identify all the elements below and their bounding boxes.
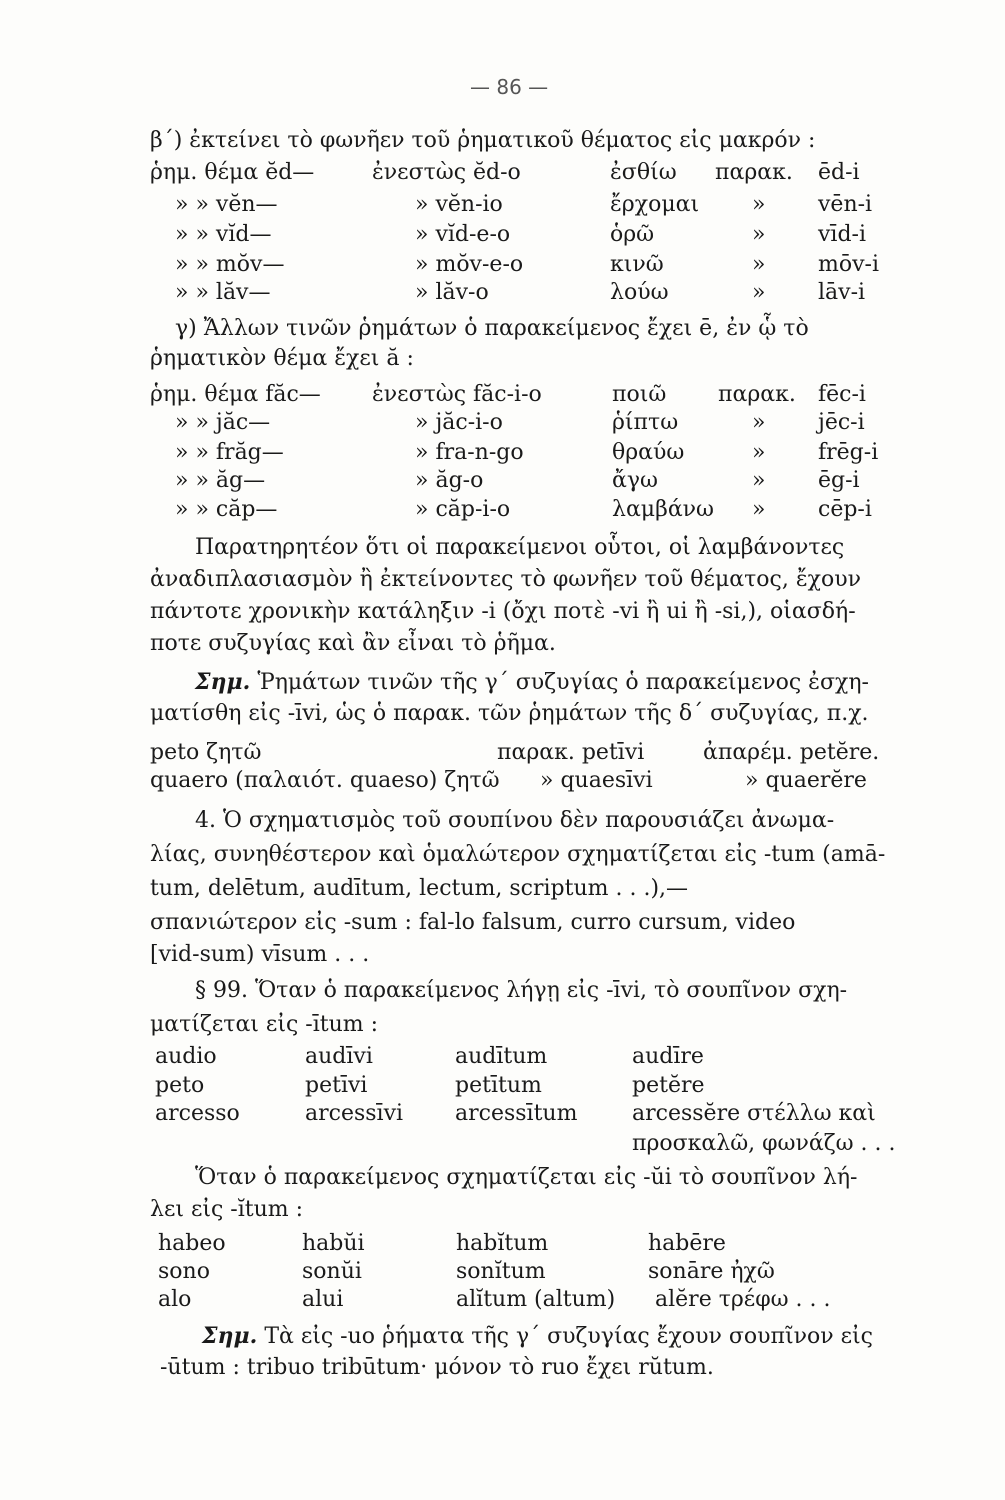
cell: » » vĭd— (175, 222, 272, 247)
cell: » căp-i-o (415, 497, 511, 522)
ui-cell: alo (158, 1287, 192, 1312)
note-text: Τὰ εἰς -uo ῥήματα τῆς γ΄ συζυγίας ἔχουν σουπῖνον εἰς (264, 1324, 873, 1349)
paragraph-99-line-4: λει εἰς -ĭtum : (150, 1197, 304, 1222)
cell: ῥίπτω (612, 410, 679, 435)
ivi-cell: audīvi (305, 1044, 373, 1069)
ui-cell: sonāre ἠχῶ (648, 1259, 775, 1284)
ivi-cell: arcesso (155, 1101, 240, 1126)
cell: ῥημ. θέμα ĕd— (150, 160, 315, 185)
paragraph-99-line-3: Ὅταν ὁ παρακείμενος σχηματίζεται εἰς -ŭi τὸ σουπῖνον λή- (195, 1165, 858, 1190)
cell: » » lăv— (175, 280, 271, 305)
cell: vīd-i (818, 222, 867, 247)
observation-line: πάντοτε χρονικὴν κατάληξιν -i (ὄχι ποτὲ -vi ἢ ui ἢ -si,), οἱασδή- (150, 599, 856, 624)
cell: λαμβάνω (612, 497, 714, 522)
cell: ῥημ. θέμα făc— (150, 382, 321, 407)
cell: ēd-i (818, 160, 860, 185)
cell: cēp-i (818, 497, 872, 522)
note-1-line-2: ματίσθη εἰς -īvi, ὡς ὁ παρακ. τῶν ῥημάτων τῆς δ΄ συζυγίας, π.χ. (150, 701, 869, 726)
cell: » fra-n-go (415, 440, 524, 465)
example-cell: quaero (παλαιότ. quaeso) ζητῶ (150, 768, 500, 793)
ui-cell: sonŭi (302, 1259, 362, 1284)
ui-cell: sonĭtum (456, 1259, 546, 1284)
ivi-cell: petītum (455, 1073, 542, 1098)
page-number: — 86 — (470, 75, 549, 99)
cell: παρακ. (718, 382, 796, 407)
example-cell: peto ζητῶ (150, 740, 262, 765)
cell: ὁρῶ (610, 222, 655, 247)
note-1-line-1 (195, 667, 869, 698)
note-text: Ῥημάτων τινῶν τῆς γ΄ συζυγίας ὁ παρακείμενος ἐσχη- (257, 670, 869, 695)
ui-cell: alĭtum (altum) (456, 1287, 616, 1312)
note-label: Σημ. (202, 1323, 258, 1349)
cell: » » jăc— (175, 410, 271, 435)
cell: mōv-i (818, 252, 880, 277)
cell: frēg-i (818, 440, 879, 465)
cell: » » mŏv— (175, 252, 285, 277)
note-2-line-2: -ūtum : tribuo tribūtum· μόνον τὸ ruo ἔχει rŭtum. (160, 1355, 714, 1380)
cell: ἔρχομαι (610, 192, 700, 217)
cell: » » vĕn— (175, 192, 278, 217)
ivi-cell: petĕre (632, 1073, 705, 1098)
cell: ἐνεστὼς făc-i-o (372, 382, 542, 407)
note-2-line-1 (202, 1321, 873, 1352)
observation-line: ποτε συζυγίας καὶ ἂν εἶναι τὸ ῥῆμα. (150, 631, 556, 656)
cell: » vĭd-e-o (415, 222, 511, 247)
ivi-cell: peto (155, 1073, 205, 1098)
ui-cell: alui (302, 1287, 344, 1312)
cell: » ăg-o (415, 468, 484, 493)
cell: » (752, 410, 766, 435)
cell: » jăc-i-o (415, 410, 503, 435)
ui-cell: habĭtum (456, 1231, 549, 1256)
section-c-intro-2: ῥηματικὸν θέμα ἔχει ă : (150, 346, 414, 371)
cell: παρακ. (715, 160, 793, 185)
ivi-cell: petīvi (305, 1073, 368, 1098)
ivi-continuation: προσκαλῶ, φωνάζω . . . (632, 1131, 896, 1156)
ivi-cell: arcessītum (455, 1101, 578, 1126)
example-cell: » quaesīvi (540, 768, 653, 793)
cell: » mŏv-e-o (415, 252, 524, 277)
cell: jēc-i (818, 410, 865, 435)
cell: » lăv-o (415, 280, 489, 305)
ivi-cell: audītum (455, 1044, 548, 1069)
cell: » (752, 252, 766, 277)
cell: » (752, 497, 766, 522)
note-label: Σημ. (195, 669, 251, 695)
cell: θραύω (612, 440, 685, 465)
ui-cell: habeo (158, 1231, 226, 1256)
cell: vēn-i (818, 192, 873, 217)
cell: » (752, 222, 766, 247)
ui-cell: habŭi (302, 1231, 365, 1256)
supine-line: λίας, συνηθέστερον καὶ ὁμαλώτερον σχηματίζεται εἰς -tum (amā- (150, 842, 886, 867)
cell: λούω (610, 280, 669, 305)
cell: » vĕn-io (415, 192, 503, 217)
ivi-cell: audīre (632, 1044, 704, 1069)
example-cell: ἀπαρέμ. petĕre. (703, 740, 880, 765)
cell: » » frăg— (175, 440, 284, 465)
cell: » » ăg— (175, 468, 266, 493)
example-cell: » quaerĕre (745, 768, 867, 793)
example-cell: παρακ. petīvi (497, 740, 645, 765)
supine-line: σπανιώτερον εἰς -sum : fal-lo falsum, curro cursum, video (150, 910, 796, 935)
supine-line: [vid-sum) vīsum . . . (150, 942, 370, 967)
observation-line: Παρατηρητέον ὅτι οἱ παρακείμενοι οὗτοι, οἱ λαμβάνοντες (195, 535, 845, 560)
observation-line: ἀναδιπλασιασμὸν ἢ ἐκτείνοντες τὸ φωνῆεν τοῦ θέματος, ἔχουν (150, 567, 861, 592)
cell: » » căp— (175, 497, 278, 522)
section-c-intro-1: γ) Ἄλλων τινῶν ῥημάτων ὁ παρακείμενος ἔχει ē, ἐν ᾧ τὸ (175, 316, 809, 341)
cell: » (752, 440, 766, 465)
paragraph-99-line-2: ματίζεται εἰς -ītum : (150, 1012, 379, 1037)
paragraph-99-line-1: § 99. Ὅταν ὁ παρακείμενος λήγῃ εἰς -īvi, τὸ σουπῖνον σχη- (195, 978, 848, 1003)
cell: » (752, 280, 766, 305)
cell: ēg-i (818, 468, 860, 493)
ivi-cell: audio (155, 1044, 217, 1069)
ui-cell: habēre (648, 1231, 726, 1256)
ui-cell: sono (158, 1259, 210, 1284)
cell: lāv-i (818, 280, 866, 305)
cell: ποιῶ (612, 382, 667, 407)
ui-cell: alĕre τρέφω . . . (655, 1287, 831, 1312)
cell: » (752, 192, 766, 217)
cell: ἄγω (612, 468, 658, 493)
cell: » (752, 468, 766, 493)
supine-line: 4. Ὁ σχηματισμὸς τοῦ σουπίνου δὲν παρουσιάζει ἀνωμα- (195, 808, 835, 833)
cell: ἐνεστὼς ĕd-o (372, 160, 521, 185)
cell: fēc-i (818, 382, 866, 407)
supine-line: tum, delētum, audītum, lectum, scriptum . . .),— (150, 876, 689, 901)
cell: ἐσθίω (610, 160, 677, 185)
ivi-cell: arcessĕre στέλλω καὶ (632, 1101, 876, 1126)
ivi-cell: arcessīvi (305, 1101, 404, 1126)
cell: κινῶ (610, 252, 664, 277)
section-b-intro: β΄) ἐκτείνει τὸ φωνῆεν τοῦ ῥηματικοῦ θέματος εἰς μακρόν : (150, 128, 816, 153)
